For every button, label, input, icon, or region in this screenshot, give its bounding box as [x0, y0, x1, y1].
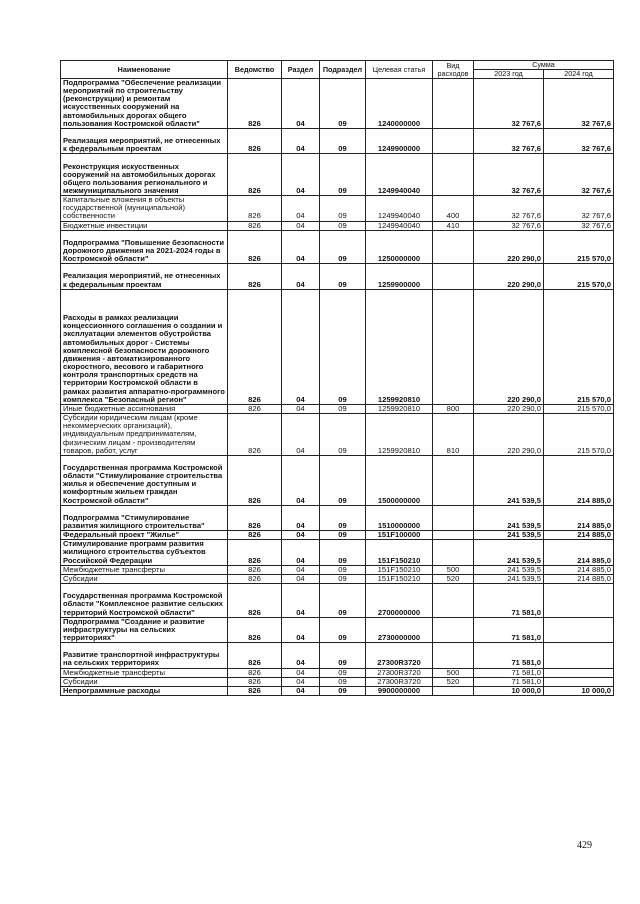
cell-razdel: 04	[282, 455, 320, 505]
table-body	[61, 79, 614, 696]
cell-name: Подпрограмма "Создание и развитие инфраструктуры на сельских территориях"	[61, 617, 228, 642]
cell-vedomstvo: 826	[228, 643, 282, 668]
cell-podrazdel: 09	[320, 404, 366, 413]
cell-vid	[433, 584, 474, 618]
cell-sum-2024: 214 885,0	[544, 540, 614, 565]
header-podrazdel: Подраздел	[320, 61, 366, 79]
header-name: Наименование	[61, 61, 228, 79]
cell-razdel: 04	[282, 677, 320, 686]
cell-name: Реализация мероприятий, не отнесенных к федеральным проектам	[61, 264, 228, 289]
cell-vedomstvo: 826	[228, 574, 282, 583]
cell-podrazdel: 09	[320, 221, 366, 230]
cell-target: 1249940040	[366, 196, 433, 221]
cell-name: Межбюджетные трансферты	[61, 668, 228, 677]
table-row	[61, 540, 614, 565]
cell-podrazdel: 09	[320, 230, 366, 264]
cell-razdel: 04	[282, 574, 320, 583]
cell-vid	[433, 540, 474, 565]
cell-sum-2024: 214 885,0	[544, 574, 614, 583]
cell-sum-2024: 215 570,0	[544, 414, 614, 456]
cell-podrazdel: 09	[320, 289, 366, 404]
cell-name: Стимулирование программ развития жилищного строительства субъектов Российской Федерации	[61, 540, 228, 565]
cell-sum-2024: 214 885,0	[544, 565, 614, 574]
cell-razdel: 04	[282, 230, 320, 264]
cell-vedomstvo: 826	[228, 505, 282, 530]
cell-vedomstvo: 826	[228, 404, 282, 413]
cell-sum-2023: 71 581,0	[474, 643, 544, 668]
cell-podrazdel: 09	[320, 677, 366, 686]
table-row	[61, 505, 614, 530]
cell-vid	[433, 505, 474, 530]
cell-razdel: 04	[282, 540, 320, 565]
cell-name: Расходы в рамках реализации концессионного соглашения о создании и эксплуатации элементов обустройства автомобильных дорог - Системы комплексной безопасности дорожного движения - автоматизированного скоростного, весового и габаритного контроля транспортных средств на территории Костромской области в рамках развития аппаратно-программного комплекса "Безопасный регион"	[61, 289, 228, 404]
cell-podrazdel: 09	[320, 574, 366, 583]
cell-sum-2024: 214 885,0	[544, 531, 614, 540]
cell-target: 151F100000	[366, 531, 433, 540]
cell-target: 1510000000	[366, 505, 433, 530]
cell-name: Государственная программа Костромской области "Стимулирование строительства жилья и обеспечение доступным и комфортным жильем граждан Костромской области"	[61, 455, 228, 505]
cell-vid	[433, 128, 474, 153]
cell-sum-2023: 220 290,0	[474, 404, 544, 413]
cell-sum-2023: 220 290,0	[474, 414, 544, 456]
cell-sum-2023: 220 290,0	[474, 230, 544, 264]
cell-sum-2023: 32 767,6	[474, 196, 544, 221]
cell-razdel: 04	[282, 643, 320, 668]
cell-podrazdel: 09	[320, 643, 366, 668]
cell-name: Непрограммные расходы	[61, 686, 228, 695]
cell-target: 151F150210	[366, 574, 433, 583]
cell-podrazdel: 09	[320, 154, 366, 196]
cell-sum-2023: 71 581,0	[474, 668, 544, 677]
table-row	[61, 221, 614, 230]
cell-name: Федеральный проект "Жилье"	[61, 531, 228, 540]
cell-sum-2023: 32 767,6	[474, 79, 544, 129]
cell-name: Подпрограмма "Обеспечение реализации мероприятий по строительству (реконструкции) и ремонтам искусственных сооружений на автомобильных дорогах общего пользования Костромской области"	[61, 79, 228, 129]
cell-vedomstvo: 826	[228, 221, 282, 230]
cell-target: 1250000000	[366, 230, 433, 264]
table-row	[61, 455, 614, 505]
cell-vedomstvo: 826	[228, 230, 282, 264]
cell-razdel: 04	[282, 289, 320, 404]
table-row	[61, 574, 614, 583]
cell-vedomstvo: 826	[228, 79, 282, 129]
cell-vid	[433, 230, 474, 264]
table-row	[61, 128, 614, 153]
cell-razdel: 04	[282, 196, 320, 221]
cell-vid: 410	[433, 221, 474, 230]
cell-vedomstvo: 826	[228, 531, 282, 540]
cell-sum-2024: 32 767,6	[544, 79, 614, 129]
page-number: 429	[577, 840, 592, 851]
cell-sum-2024: 10 000,0	[544, 686, 614, 695]
cell-sum-2023: 220 290,0	[474, 264, 544, 289]
cell-target: 1259920810	[366, 404, 433, 413]
cell-target: 151F150210	[366, 565, 433, 574]
cell-razdel: 04	[282, 154, 320, 196]
cell-name: Государственная программа Костромской области "Комплексное развитие сельских территорий Костромской области"	[61, 584, 228, 618]
cell-vedomstvo: 826	[228, 154, 282, 196]
cell-sum-2024: 32 767,6	[544, 128, 614, 153]
header-2024: 2024 год	[544, 70, 614, 79]
cell-vedomstvo: 826	[228, 617, 282, 642]
cell-vedomstvo: 826	[228, 584, 282, 618]
cell-sum-2023: 241 539,5	[474, 540, 544, 565]
table-row	[61, 230, 614, 264]
cell-vid	[433, 264, 474, 289]
cell-target: 27300R3720	[366, 668, 433, 677]
cell-name: Реализация мероприятий, не отнесенных к федеральным проектам	[61, 128, 228, 153]
cell-sum-2023: 241 539,5	[474, 455, 544, 505]
cell-vid: 800	[433, 404, 474, 413]
cell-vedomstvo: 826	[228, 565, 282, 574]
cell-target: 1240000000	[366, 79, 433, 129]
cell-vid	[433, 79, 474, 129]
cell-target: 2730000000	[366, 617, 433, 642]
cell-sum-2024: 215 570,0	[544, 404, 614, 413]
cell-name: Подпрограмма "Повышение безопасности дорожного движения на 2021-2024 годы в Костромской области"	[61, 230, 228, 264]
cell-target: 1259920810	[366, 289, 433, 404]
cell-vedomstvo: 826	[228, 289, 282, 404]
cell-vid: 810	[433, 414, 474, 456]
cell-vid	[433, 686, 474, 695]
cell-razdel: 04	[282, 531, 320, 540]
cell-vedomstvo: 826	[228, 668, 282, 677]
cell-vedomstvo: 826	[228, 264, 282, 289]
cell-sum-2024: 214 885,0	[544, 505, 614, 530]
cell-razdel: 04	[282, 617, 320, 642]
cell-sum-2023: 32 767,6	[474, 128, 544, 153]
cell-razdel: 04	[282, 79, 320, 129]
cell-sum-2023: 71 581,0	[474, 584, 544, 618]
cell-name: Субсидии	[61, 677, 228, 686]
cell-sum-2023: 220 290,0	[474, 289, 544, 404]
cell-podrazdel: 09	[320, 686, 366, 695]
cell-razdel: 04	[282, 221, 320, 230]
cell-sum-2024: 214 885,0	[544, 455, 614, 505]
cell-target: 1259920810	[366, 414, 433, 456]
cell-sum-2024: 32 767,6	[544, 154, 614, 196]
cell-vid	[433, 617, 474, 642]
cell-target: 151F150210	[366, 540, 433, 565]
table-row	[61, 264, 614, 289]
cell-razdel: 04	[282, 584, 320, 618]
cell-sum-2023: 71 581,0	[474, 677, 544, 686]
table-row	[61, 154, 614, 196]
cell-vedomstvo: 826	[228, 414, 282, 456]
cell-vid	[433, 455, 474, 505]
cell-podrazdel: 09	[320, 79, 366, 129]
cell-sum-2024: 32 767,6	[544, 221, 614, 230]
table-row	[61, 79, 614, 129]
header-vedomstvo: Ведомство	[228, 61, 282, 79]
header-summa: Сумма	[474, 61, 614, 70]
cell-target: 27300R3720	[366, 643, 433, 668]
cell-sum-2024: 215 570,0	[544, 264, 614, 289]
cell-sum-2023: 241 539,5	[474, 531, 544, 540]
cell-sum-2023: 32 767,6	[474, 221, 544, 230]
table-row	[61, 414, 614, 456]
cell-target: 1249940040	[366, 221, 433, 230]
cell-name: Развитие транспортной инфраструктуры на сельских территориях	[61, 643, 228, 668]
cell-podrazdel: 09	[320, 668, 366, 677]
cell-podrazdel: 09	[320, 531, 366, 540]
cell-sum-2023: 241 539,5	[474, 565, 544, 574]
cell-target: 1249940040	[366, 154, 433, 196]
cell-sum-2023: 10 000,0	[474, 686, 544, 695]
table-row	[61, 668, 614, 677]
cell-name: Субсидии юридическим лицам (кроме некоммерческих организаций), индивидуальным предпринимателям, физическим лицам - производителям товаров, работ, услуг	[61, 414, 228, 456]
cell-razdel: 04	[282, 505, 320, 530]
table-row	[61, 289, 614, 404]
cell-vid: 520	[433, 677, 474, 686]
table-row	[61, 686, 614, 695]
cell-name: Капитальные вложения в объекты государственной (муниципальной) собственности	[61, 196, 228, 221]
table-row	[61, 196, 614, 221]
cell-target: 27300R3720	[366, 677, 433, 686]
cell-name: Бюджетные инвестиции	[61, 221, 228, 230]
cell-vedomstvo: 826	[228, 196, 282, 221]
header-razdel: Раздел	[282, 61, 320, 79]
cell-sum-2024: 215 570,0	[544, 230, 614, 264]
cell-vid	[433, 531, 474, 540]
cell-razdel: 04	[282, 565, 320, 574]
cell-vid: 500	[433, 668, 474, 677]
cell-vedomstvo: 826	[228, 128, 282, 153]
cell-podrazdel: 09	[320, 505, 366, 530]
header-2023: 2023 год	[474, 70, 544, 79]
cell-podrazdel: 09	[320, 565, 366, 574]
header-target: Целевая статья	[366, 61, 433, 79]
cell-podrazdel: 09	[320, 196, 366, 221]
cell-podrazdel: 09	[320, 414, 366, 456]
cell-podrazdel: 09	[320, 584, 366, 618]
cell-vid: 500	[433, 565, 474, 574]
cell-sum-2023: 71 581,0	[474, 617, 544, 642]
cell-target: 1259900000	[366, 264, 433, 289]
cell-sum-2024	[544, 617, 614, 642]
cell-podrazdel: 09	[320, 617, 366, 642]
table-row	[61, 617, 614, 642]
cell-razdel: 04	[282, 668, 320, 677]
cell-vid: 520	[433, 574, 474, 583]
cell-target: 2700000000	[366, 584, 433, 618]
table-row	[61, 584, 614, 618]
table-row	[61, 643, 614, 668]
cell-sum-2024	[544, 643, 614, 668]
cell-name: Подпрограмма "Стимулирование развития жилищного строительства"	[61, 505, 228, 530]
cell-podrazdel: 09	[320, 264, 366, 289]
cell-sum-2023: 241 539,5	[474, 505, 544, 530]
cell-target: 1249900000	[366, 128, 433, 153]
cell-name: Реконструкция искусственных сооружений на автомобильных дорогах общего пользования регионального и межмуниципального значения	[61, 154, 228, 196]
cell-sum-2024	[544, 584, 614, 618]
cell-vedomstvo: 826	[228, 686, 282, 695]
cell-vid	[433, 643, 474, 668]
cell-vedomstvo: 826	[228, 677, 282, 686]
cell-vedomstvo: 826	[228, 540, 282, 565]
cell-sum-2023: 241 539,5	[474, 574, 544, 583]
cell-podrazdel: 09	[320, 128, 366, 153]
cell-vid	[433, 154, 474, 196]
header-vid: Вид расходов	[433, 61, 474, 79]
cell-razdel: 04	[282, 128, 320, 153]
cell-razdel: 04	[282, 414, 320, 456]
cell-name: Иные бюджетные ассигнования	[61, 404, 228, 413]
cell-vedomstvo: 826	[228, 455, 282, 505]
cell-target: 9900000000	[366, 686, 433, 695]
cell-razdel: 04	[282, 686, 320, 695]
cell-sum-2023: 32 767,6	[474, 154, 544, 196]
cell-sum-2024: 32 767,6	[544, 196, 614, 221]
cell-sum-2024: 215 570,0	[544, 289, 614, 404]
cell-name: Межбюджетные трансферты	[61, 565, 228, 574]
cell-vid: 400	[433, 196, 474, 221]
cell-vid	[433, 289, 474, 404]
cell-sum-2024	[544, 668, 614, 677]
table-header	[61, 61, 614, 79]
cell-razdel: 04	[282, 264, 320, 289]
budget-table	[60, 60, 614, 696]
cell-target: 1500000000	[366, 455, 433, 505]
cell-podrazdel: 09	[320, 540, 366, 565]
cell-name: Субсидии	[61, 574, 228, 583]
cell-razdel: 04	[282, 404, 320, 413]
cell-podrazdel: 09	[320, 455, 366, 505]
